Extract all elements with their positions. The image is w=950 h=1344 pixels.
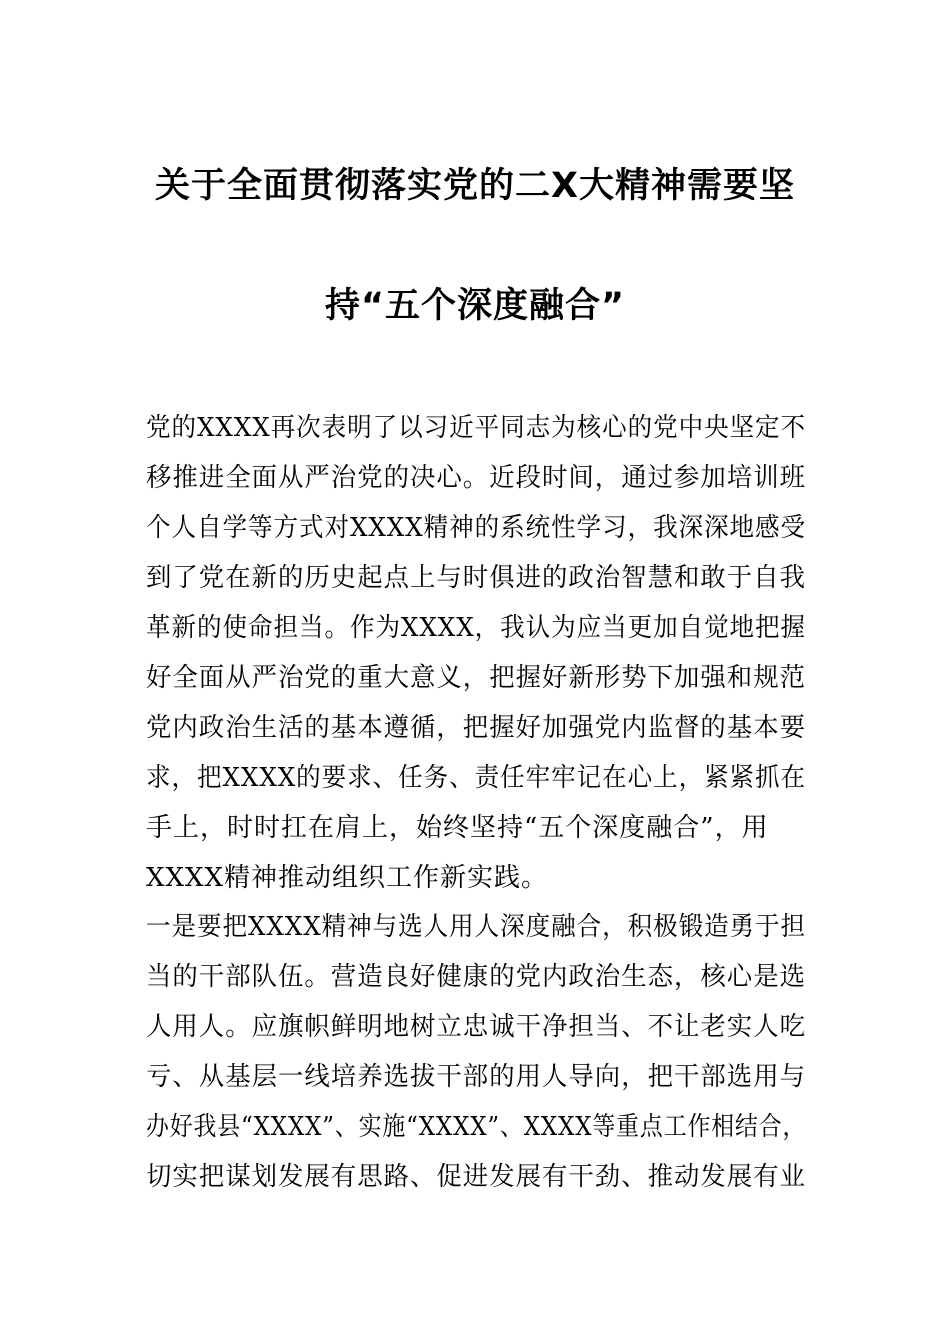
body-line-6: 好全面从严治党的重大意义，把握好新形势下加强和规范 xyxy=(146,663,807,693)
body-line-14: 亏、从基层一线培养选拔干部的用人导向，把干部选用与 xyxy=(146,1062,807,1092)
body-line-2: 移推进全面从严治党的决心。近段时间，通过参加培训班 xyxy=(146,463,807,493)
body-line-13: 人用人。应旗帜鲜明地树立忠诚干净担当、不让老实人吃 xyxy=(146,1012,807,1042)
body-line-10: XXXX精神推动组织工作新实践。 xyxy=(146,863,549,893)
body-line-15: 办好我县“XXXX”、实施“XXXX”、XXXX等重点工作相结合， xyxy=(146,1112,807,1142)
body-line-4: 到了党在新的历史起点上与时俱进的政治智慧和敢于自我 xyxy=(146,563,807,593)
body-line-12: 当的干部队伍。营造良好健康的党内政治生态，核心是选 xyxy=(146,962,807,992)
body-line-1: 党的XXXX再次表明了以习近平同志为核心的党中央坚定不 xyxy=(146,413,807,443)
body-line-16: 切实把谋划发展有思路、促进发展有干劲、推动发展有业 xyxy=(146,1162,807,1192)
body-line-5: 革新的使命担当。作为XXXX，我认为应当更加自觉地把握 xyxy=(146,613,807,643)
body-line-3: 个人自学等方式对XXXX精神的系统性学习，我深深地感受 xyxy=(146,513,807,543)
body-line-8: 求，把XXXX的要求、任务、责任牢牢记在心上，紧紧抓在 xyxy=(146,763,807,793)
document-title-line-2: 持“五个深度融合” xyxy=(324,286,625,326)
body-line-11: 一是要把XXXX精神与选人用人深度融合，积极锻造勇于担 xyxy=(146,912,807,942)
body-line-9: 手上，时时扛在肩上，始终坚持“五个深度融合”，用 xyxy=(146,813,769,843)
document-title-line-1: 关于全面贯彻落实党的二X大精神需要坚 xyxy=(155,166,795,206)
body-line-7: 党内政治生活的基本遵循，把握好加强党内监督的基本要 xyxy=(146,713,807,743)
